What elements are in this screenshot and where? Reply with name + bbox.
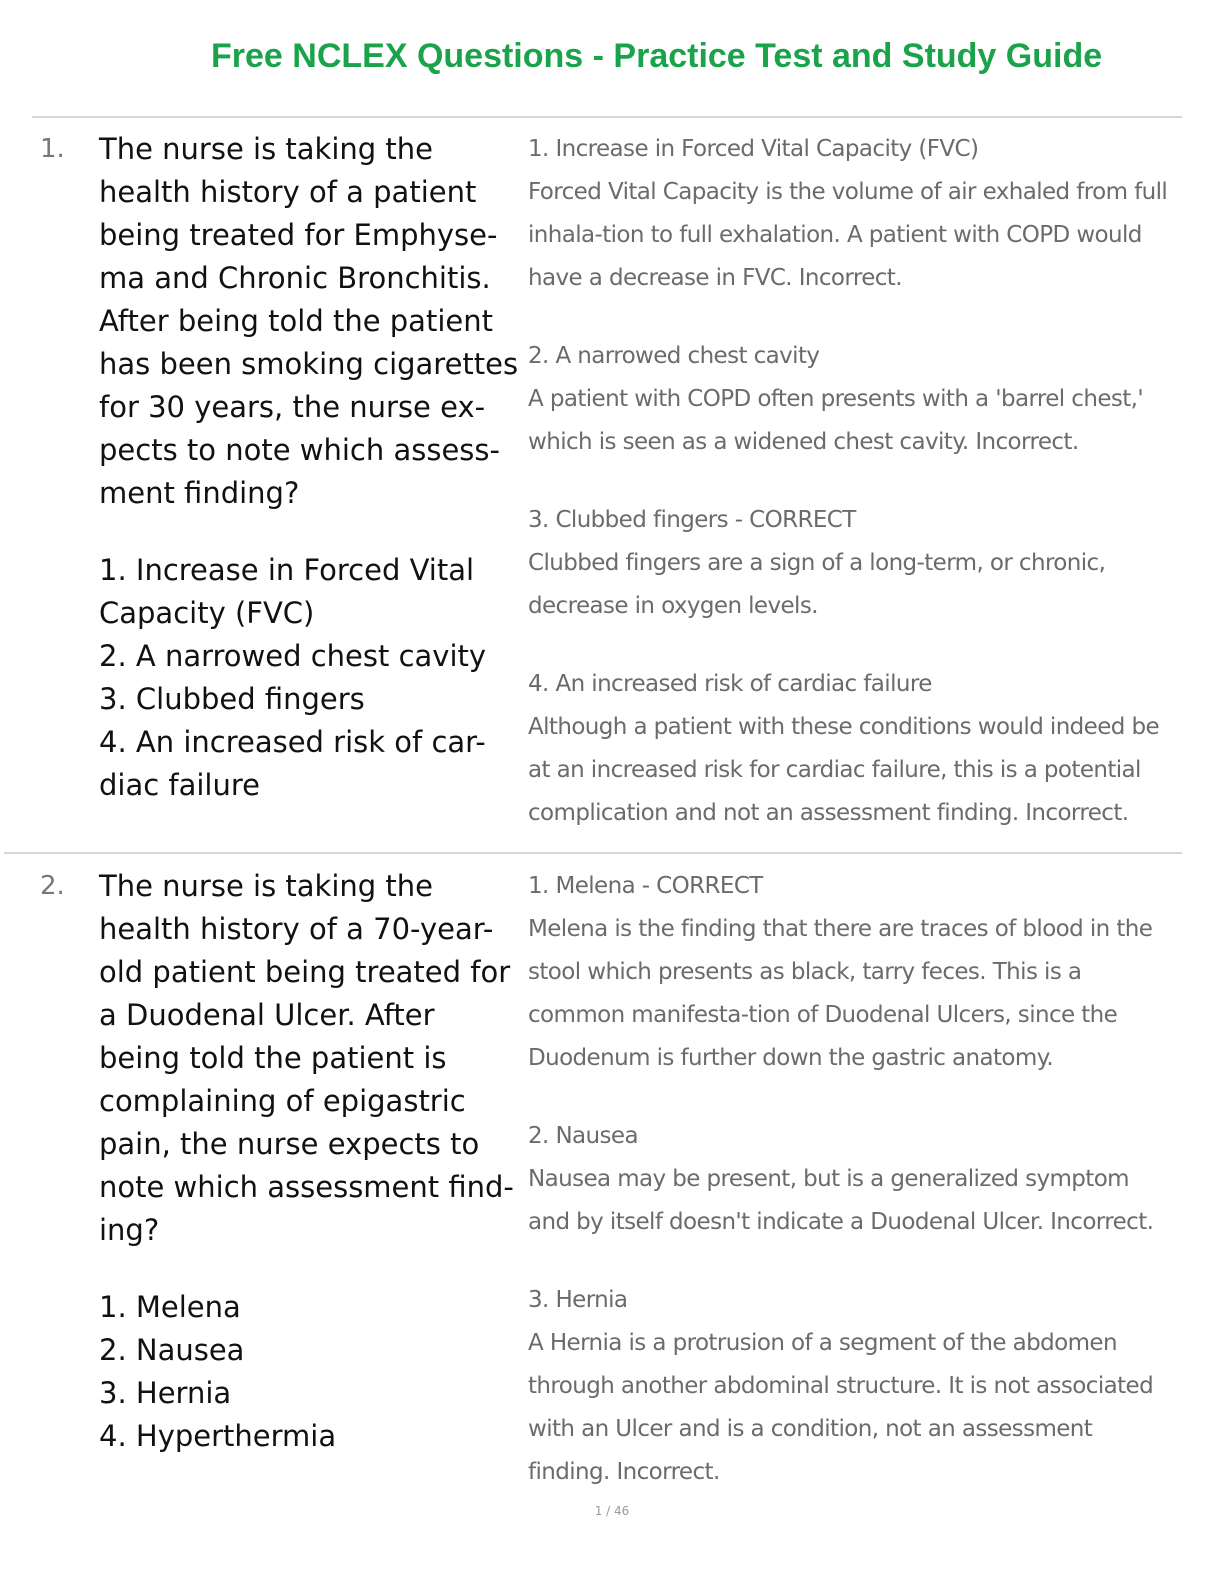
- page-title: Free NCLEX Questions - Practice Test and Study Guide: [211, 37, 1103, 75]
- question-number: 1.: [40, 134, 65, 164]
- rationale-body: A patient with COPD often presents with a 'barrel chest,' which is seen as a widened chest cavity. Incorrect.: [528, 386, 1144, 455]
- answer-option: 1. Melena: [99, 1290, 241, 1324]
- answer-options: [99, 1286, 509, 1458]
- rationale-item: [528, 663, 1168, 835]
- rationale-body: Clubbed fingers are a sign of a long-term, or chronic, decrease in oxygen levels.: [528, 550, 1106, 619]
- rationale-heading: 1. Melena - CORRECT: [528, 873, 763, 899]
- page-footer: [0, 1504, 1224, 1518]
- answer-option: 2. Nausea: [99, 1333, 245, 1367]
- answer-options: [99, 549, 509, 807]
- answer-option: 3. Hernia: [99, 1376, 232, 1410]
- rationale-list: [528, 865, 1168, 1529]
- answer-option: 3. Clubbed fingers: [99, 682, 365, 716]
- rationale-heading: 3. Hernia: [528, 1287, 628, 1313]
- rationale-item: [528, 1115, 1168, 1244]
- rationale-heading: 2. A narrowed chest cavity: [528, 343, 820, 369]
- answer-option: 4. An increased risk of car-diac failure: [99, 725, 486, 802]
- rationale-heading: 4. An increased risk of cardiac failure: [528, 671, 932, 697]
- rationale-heading: 2. Nausea: [528, 1123, 638, 1149]
- rationale-body: Although a patient with these conditions would indeed be at an increased risk for cardiac failure, this is a potential complication and not an assessment finding. Incorrect.: [528, 714, 1160, 826]
- question-text: The nurse is taking the health history of a 70-year-old patient being treated for a Duodenal Ulcer. After being told the patient is complaining of epigastric pain, the nurse expects to note which assessment find-ing?: [99, 869, 514, 1247]
- rationale-heading: 1. Increase in Forced Vital Capacity (FVC): [528, 136, 979, 162]
- page-indicator: 1 / 46: [594, 1504, 630, 1518]
- question-number: 2.: [40, 871, 65, 901]
- rationale-item: [528, 865, 1168, 1080]
- rationale-item: [528, 335, 1168, 464]
- rationale-list: [528, 128, 1168, 870]
- divider: [4, 852, 1182, 854]
- rationale-item: [528, 499, 1168, 628]
- rationale-heading: 3. Clubbed fingers - CORRECT: [528, 507, 856, 533]
- rationale-item: [528, 1279, 1168, 1494]
- answer-option: 2. A narrowed chest cavity: [99, 639, 487, 673]
- rationale-item: [528, 128, 1168, 300]
- question-text: The nurse is taking the health history of a patient being treated for Emphyse-ma and Chronic Bronchitis. After being told the patient has been smoking cigarettes for 30 years, the nurse ex-pects to note which assess-ment finding?: [99, 132, 519, 510]
- rationale-body: A Hernia is a protrusion of a segment of the abdomen through another abdominal structure. It is not associated with an Ulcer and is a condition, not an assessment finding. Incorrect.: [528, 1330, 1154, 1485]
- rationale-body: Melena is the finding that there are traces of blood in the stool which presents as black, tarry feces. This is a common manifesta-tion of Duodenal Ulcers, since the Duodenum is further down the gastric anatomy.: [528, 916, 1153, 1071]
- answer-option: 4. Hyperthermia: [99, 1419, 337, 1453]
- divider: [32, 116, 1182, 118]
- rationale-body: Nausea may be present, but is a generalized symptom and by itself doesn't indicate a Duodenal Ulcer. Incorrect.: [528, 1166, 1154, 1235]
- rationale-body: Forced Vital Capacity is the volume of air exhaled from full inhala-tion to full exhalation. A patient with COPD would have a decrease in FVC. Incorrect.: [528, 179, 1168, 291]
- answer-option: 1. Increase in Forced Vital Capacity (FVC): [99, 553, 475, 630]
- page-header: [0, 34, 1224, 84]
